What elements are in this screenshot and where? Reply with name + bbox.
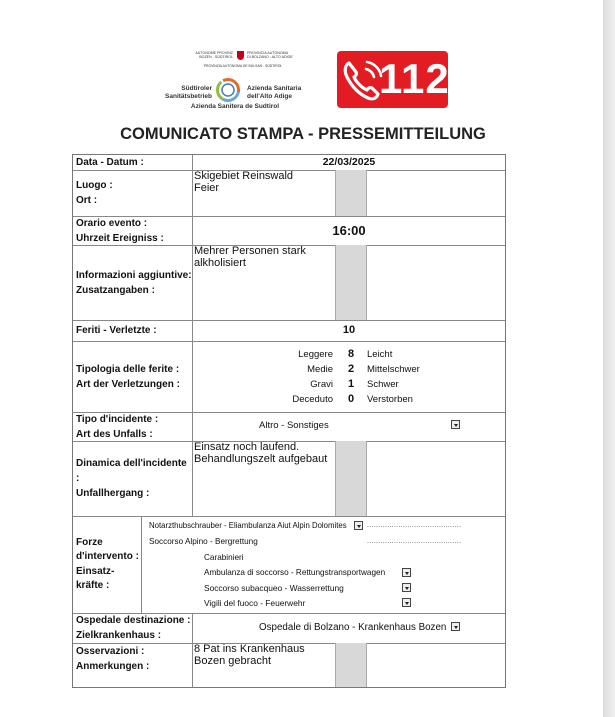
emergency-112-logo	[337, 51, 448, 108]
injury-type-row	[193, 377, 505, 392]
province-logo	[183, 51, 303, 71]
injury-type-row	[193, 392, 505, 407]
sabes-name-de	[160, 85, 212, 101]
helicopter-dropdown-icon[interactable]	[354, 521, 363, 530]
province-name-lad: PROVINZIA AUTONOMA DE BULSAN - SÜDTIROL	[203, 64, 283, 68]
sabes-name-it-line: Azienda Sanitaria	[247, 85, 302, 92]
date-field[interactable]: 22/03/2025	[322, 156, 376, 168]
date-label-text: Data - Datum :	[76, 157, 144, 168]
injury-type-de: Mittelschwer	[367, 364, 420, 375]
hospital-label	[73, 613, 193, 643]
forces-label-line: Forze	[76, 536, 103, 548]
province-region-de: BOZEN - SÜDTIROL	[199, 55, 233, 60]
injured-count-field[interactable]: 10	[342, 324, 356, 336]
injury-type-it: Medie	[307, 364, 333, 375]
dynamics-label-it: Dinamica dell'incidente :	[76, 458, 187, 484]
helicopter-dots: ..........................................	[367, 522, 462, 529]
notes-textarea[interactable]	[193, 644, 335, 667]
hospital-select[interactable]: Ospedale di Bolzano - Krankenhaus Bozen	[259, 622, 447, 633]
incident-type-select[interactable]: Altro - Sonstiges	[259, 420, 329, 431]
injury-count-field[interactable]: 1	[347, 378, 355, 390]
page-title: COMUNICATO STAMPA - PRESSEMITTEILUNG	[120, 125, 486, 143]
injury-type-de: Schwer	[367, 379, 399, 390]
location-row	[73, 170, 505, 217]
time-row	[73, 216, 505, 246]
page-shadow	[603, 0, 615, 717]
location-label-de: Ort :	[76, 195, 98, 206]
injury-count-field[interactable]: 2	[347, 363, 355, 375]
forces-label-line: Einsatz-	[76, 565, 115, 577]
injury-type-row	[193, 362, 505, 377]
dynamics-label-de: Unfallhergang :	[76, 488, 150, 499]
info-scrollbar[interactable]	[335, 245, 367, 320]
forces-label-line: kräfte :	[76, 580, 110, 591]
emergency-number: 112	[379, 55, 450, 102]
injury-types-label-de: Art der Verletzungen :	[76, 378, 180, 390]
incident-type-dropdown-icon[interactable]	[451, 420, 460, 429]
info-label-it: Informazioni aggiuntive:	[76, 269, 192, 281]
injured-label-text: Feriti - Verletzte :	[76, 325, 157, 336]
info-textarea[interactable]	[193, 246, 335, 269]
info-line: alkholisiert	[194, 256, 246, 269]
alpine-rescue-label: Soccorso Alpino - Bergrettung	[149, 537, 258, 546]
province-name-de: AUTONOME PROVINZ	[195, 51, 233, 55]
ambulance-label: Ambulanza di soccorso - Rettungstransportwagen	[204, 568, 386, 577]
injury-type-de: Leicht	[367, 349, 393, 360]
injury-type-it: Deceduto	[292, 394, 333, 405]
province-crest-icon	[237, 51, 244, 60]
helicopter-select[interactable]: Notarzthubschrauber - Eliambulanza Aiut Alpin Dolomites	[149, 521, 347, 530]
date-row	[73, 155, 505, 171]
forces-row	[73, 516, 505, 614]
alpine-rescue-dots: ..........................................	[367, 538, 462, 545]
province-region-it: DI BOLZANO - ALTO ADIGE	[247, 55, 293, 60]
water-rescue-dropdown-icon[interactable]	[402, 583, 411, 592]
dynamics-row	[73, 441, 505, 517]
injury-type-row	[193, 347, 505, 362]
injury-count-field[interactable]: 0	[347, 393, 355, 405]
time-label	[73, 216, 193, 245]
sabes-name-lad: Azienda Sanitera de Sudtirol	[190, 103, 280, 110]
injury-count-field[interactable]: 8	[347, 348, 355, 360]
incident-type-label	[73, 412, 193, 441]
hospital-label-de: Zielkrankenhaus :	[76, 630, 162, 641]
injury-types-row	[73, 341, 505, 413]
dynamics-line: Behandlungszelt aufgebaut	[194, 452, 328, 465]
notes-label	[73, 643, 193, 687]
location-label	[73, 170, 193, 216]
time-label-de: Uhrzeit Ereigniss :	[76, 232, 164, 244]
injury-types-label-it: Tipologia delle ferite :	[76, 363, 180, 375]
injury-type-it: Leggere	[298, 349, 333, 360]
forces-label-line: d'intervento :	[76, 551, 139, 562]
dynamics-textarea[interactable]	[193, 442, 335, 465]
ambulance-dropdown-icon[interactable]	[402, 568, 411, 577]
sabes-name-it	[247, 85, 307, 101]
date-label	[73, 155, 193, 170]
notes-row	[73, 643, 505, 687]
location-line: Skigebiet Reinswald	[194, 170, 294, 182]
location-line: Feier	[194, 181, 220, 194]
location-scrollbar[interactable]	[335, 170, 367, 216]
notes-label-it: Osservazioni :	[76, 646, 145, 657]
water-rescue-label: Soccorso subacqueo - Wasserrettung	[204, 583, 344, 593]
notes-line: 8 Pat ins Krankenhaus	[194, 643, 305, 655]
injury-type-it: Gravi	[310, 379, 333, 390]
incident-type-label-de: Art des Unfalls :	[76, 428, 153, 440]
province-name-it: PROVINCIA AUTONOMA	[247, 51, 289, 55]
injury-types-label	[73, 341, 193, 412]
dynamics-label	[73, 441, 193, 516]
incident-type-label-it: Tipo d'incidente :	[76, 413, 159, 425]
fire-brigade-dropdown-icon[interactable]	[402, 598, 411, 607]
location-label-it: Luogo :	[76, 180, 113, 191]
injured-label	[73, 320, 193, 341]
dynamics-scrollbar[interactable]	[335, 441, 367, 516]
sabes-name-de-line: Sanitätsbetrieb	[165, 93, 212, 100]
carabinieri-label: Carabinieri	[204, 553, 244, 562]
sabes-ring-icon	[215, 77, 241, 103]
incident-type-row	[73, 412, 505, 442]
notes-scrollbar[interactable]	[335, 643, 367, 687]
forces-label	[73, 516, 142, 613]
sabes-name-it-line: dell'Alto Adige	[247, 93, 292, 100]
injury-types-list	[193, 347, 505, 407]
time-field[interactable]: 16:00	[332, 223, 366, 238]
info-row	[73, 245, 505, 321]
dynamics-line: Einsatz noch laufend.	[194, 441, 300, 453]
fire-brigade-label: Vigili del fuoco - Feuerwehr	[204, 598, 306, 608]
hospital-row	[73, 613, 505, 644]
press-release-form	[72, 154, 506, 688]
phone-icon	[341, 57, 383, 102]
injured-row	[73, 320, 505, 342]
location-textarea[interactable]	[193, 171, 335, 194]
hospital-label-it: Ospedale destinazione :	[76, 615, 191, 626]
sabes-name-de-line: Südtiroler	[181, 85, 212, 92]
time-label-it: Orario evento :	[76, 217, 148, 229]
notes-label-de: Anmerkungen :	[76, 661, 150, 672]
injury-type-de: Verstorben	[367, 394, 413, 405]
notes-line: Bozen gebracht	[194, 654, 272, 667]
hospital-dropdown-icon[interactable]	[451, 622, 460, 631]
info-label	[73, 245, 193, 320]
info-label-de: Zusatzangaben :	[76, 284, 155, 296]
info-line: Mehrer Personen stark	[194, 245, 306, 257]
